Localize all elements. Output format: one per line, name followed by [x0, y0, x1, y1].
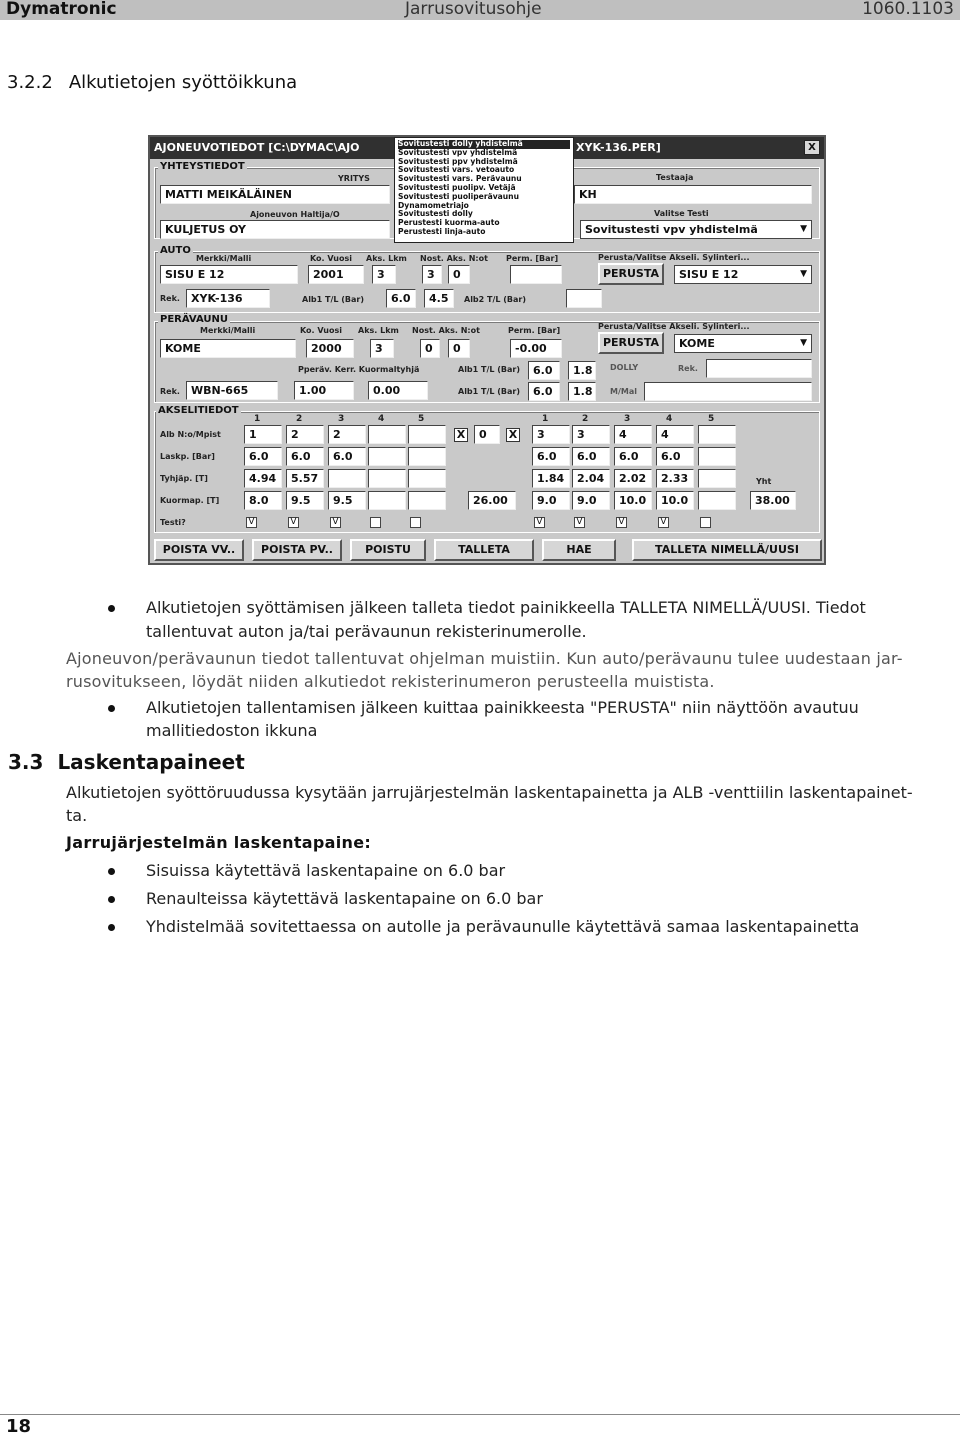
trailer-reg-field[interactable]: WBN-665 [186, 381, 278, 400]
axle-field[interactable]: 0 [474, 425, 500, 444]
test-checkbox[interactable] [700, 517, 711, 528]
test-checkbox[interactable]: V [616, 517, 627, 528]
axle-field[interactable]: 4.94 [244, 469, 282, 488]
axle-field[interactable]: 8.0 [244, 491, 282, 510]
tester-label: Testaaja [656, 173, 694, 182]
dropdown-item[interactable]: Sovitustesti puoliperävaunu [398, 191, 519, 201]
trailer-load-label: Pperäv. Kerr. Kuormaltyhjä [298, 365, 420, 374]
delete-vehicle-button[interactable]: POISTA VV.. [154, 539, 244, 561]
axle-field[interactable]: 1 [244, 425, 282, 444]
test-dropdown-list [394, 137, 574, 243]
axle-col-header: 2 [296, 414, 303, 424]
bullet-text-2b: mallitiedoston ikkuna [146, 721, 318, 740]
axle-field[interactable]: 6.0 [532, 447, 570, 466]
chevron-down-icon: ▼ [800, 269, 807, 279]
axle-field[interactable]: 9.0 [572, 491, 610, 510]
owner-label: Ajoneuvon Haltija/O [250, 210, 340, 219]
test-checkbox[interactable]: V [574, 517, 585, 528]
bullet-text-2a: Alkutietojen tallentamisen jälkeen kuittaa painikkeesta "PERUSTA" niin näyttöön avautuu [146, 698, 859, 717]
company-field[interactable]: MATTI MEIKÄLÄINEN [160, 185, 390, 204]
test-checkbox[interactable] [410, 517, 421, 528]
auto-perm-label: Perm. [Bar] [506, 254, 559, 263]
axle-col-header: 3 [338, 414, 345, 424]
axle-field[interactable]: 6.0 [286, 447, 324, 466]
auto-perusta-button[interactable]: PERUSTA [598, 263, 664, 285]
axle-field[interactable]: 6.0 [244, 447, 282, 466]
auto-reg-field[interactable]: XYK-136 [186, 289, 270, 308]
brand: Dymatronic [6, 0, 117, 19]
bullet-icon [108, 605, 115, 612]
section-3-3-title: Laskentapaineet [57, 750, 245, 774]
test-checkbox[interactable]: V [658, 517, 669, 528]
trailer-lift-field-1[interactable]: 0 [420, 339, 440, 358]
axle-row-label: Alb N:o/Mpist [160, 430, 221, 439]
trailer-axles-label: Aks. Lkm [358, 326, 399, 335]
axle-field[interactable] [368, 491, 406, 510]
trailer-load-field-a[interactable]: 1.00 [294, 381, 354, 400]
trailer-model-select[interactable] [674, 334, 812, 353]
x-checkbox[interactable]: X [454, 428, 468, 442]
auto-alb2-field[interactable] [566, 289, 602, 308]
trailer-year-label: Ko. Vuosi [300, 326, 342, 335]
axle-field[interactable]: 2.33 [656, 469, 694, 488]
auto-lift-field-2[interactable]: 0 [448, 265, 470, 284]
test-checkbox[interactable]: V [246, 517, 257, 528]
axle-field[interactable] [698, 425, 736, 444]
axle-row-label: Laskp. [Bar] [160, 452, 215, 461]
exit-button[interactable]: POISTU [350, 539, 426, 561]
section-3-3-number: 3.3 [8, 750, 44, 774]
axle-field[interactable]: 2.02 [614, 469, 652, 488]
dropdown-item[interactable]: Sovitustesti ppv yhdistelmä [398, 156, 518, 166]
company-label: YRITYS [338, 174, 370, 183]
trailer-reg-label: Rek. [160, 387, 180, 396]
auto-model-select-value: SISU E 12 [679, 268, 739, 281]
axle-field[interactable]: 9.5 [328, 491, 366, 510]
axle-col-header: 4 [378, 414, 385, 424]
axle-field[interactable]: 9.0 [532, 491, 570, 510]
dolly-label: DOLLY [610, 363, 639, 372]
axle-field[interactable]: 1.84 [532, 469, 570, 488]
paragraph-1a: Ajoneuvon/perävaunun tiedot tallentuvat ohjelman muistiin. Kun auto/perävaunu tulee uudestaan jar- [66, 649, 903, 668]
bullet-icon [108, 924, 115, 931]
auto-year-label: Ko. Vuosi [310, 254, 352, 263]
dolly-reg-field[interactable] [706, 359, 812, 378]
auto-alb2-label: Alb2 T/L (Bar) [464, 295, 527, 304]
auto-year-field[interactable]: 2001 [308, 265, 364, 284]
trailer-alb1-field-d[interactable]: 1.8 [568, 382, 596, 401]
axle-field[interactable]: 9.5 [286, 491, 324, 510]
test-select-value: Sovitustesti vpv yhdistelmä [585, 223, 758, 236]
axle-col-header: 2 [582, 414, 589, 424]
page-number: 18 [6, 1416, 32, 1437]
window-title-right: XYK-136.PER] [576, 141, 661, 154]
axle-row-label: Tyhjäp. [T] [160, 474, 208, 483]
axle-col-header: 5 [708, 414, 715, 424]
trailer-year-field[interactable]: 2000 [306, 339, 354, 358]
chevron-down-icon: ▼ [800, 224, 807, 234]
total-field[interactable]: 38.00 [750, 491, 796, 510]
dolly-reg-label: Rek. [678, 364, 698, 373]
fetch-button[interactable]: HAE [542, 539, 616, 561]
auto-make-field[interactable]: SISU E 12 [160, 265, 298, 284]
auto-alb1-label: Alb1 T/L (Bar) [302, 295, 365, 304]
section-heading [7, 72, 297, 93]
section-3-3-heading [8, 750, 245, 774]
dropdown-item[interactable]: Perustesti kuorma-auto [398, 218, 500, 228]
trailer-group-label: PERÄVAUNU [160, 314, 229, 325]
axle-col-header: 1 [542, 414, 549, 424]
dolly-model-label: M/Mal [610, 387, 637, 396]
bullet-icon [108, 705, 115, 712]
dropdown-item[interactable]: Sovitustesti vars. vetoauto [398, 165, 515, 175]
dropdown-item[interactable]: Sovitustesti dolly [398, 209, 473, 219]
axle-col-header: 3 [624, 414, 631, 424]
axle-field[interactable]: 2.04 [572, 469, 610, 488]
axle-col-header: 5 [418, 414, 425, 424]
test-checkbox[interactable]: V [534, 517, 545, 528]
auto-lift-field-1[interactable]: 3 [422, 265, 442, 284]
bullet-icon [108, 896, 115, 903]
auto-axles-label: Aks. Lkm [366, 254, 407, 263]
dolly-model-field[interactable] [644, 382, 812, 401]
axle-field[interactable]: 4 [614, 425, 652, 444]
test-checkbox[interactable] [370, 517, 381, 528]
test-checkbox[interactable]: V [288, 517, 299, 528]
total-label: Yht [756, 477, 772, 486]
axle-field[interactable]: 2 [328, 425, 366, 444]
save-button[interactable]: TALLETA [434, 539, 534, 561]
list-item: Renaulteissa käytettävä laskentapaine on 6.0 bar [146, 889, 543, 908]
subheading: Jarrujärjestelmän laskentapaine: [66, 833, 372, 852]
axle-field[interactable]: 6.0 [614, 447, 652, 466]
auto-perm-field[interactable] [510, 265, 562, 284]
axle-field[interactable] [698, 469, 736, 488]
vehicle-data-window [148, 135, 826, 565]
trailer-load-field-b[interactable]: 0.00 [368, 381, 428, 400]
trailer-lift-field-2[interactable]: 0 [448, 339, 470, 358]
axle-field[interactable]: 6.0 [328, 447, 366, 466]
doc-number: 1060.1103 [862, 0, 954, 19]
save-as-button[interactable]: TALLETA NIMELLÄ/UUSI [632, 539, 822, 561]
axle-field[interactable]: 10.0 [614, 491, 652, 510]
trailer-perm-field[interactable]: -0.00 [510, 339, 562, 358]
auto-reg-label: Rek. [160, 294, 180, 303]
trailer-alb1-label-2: Alb1 T/L (Bar) [458, 387, 521, 396]
axle-field[interactable] [368, 425, 406, 444]
chevron-down-icon: ▼ [800, 338, 807, 348]
delete-trailer-button[interactable]: POISTA PV.. [252, 539, 342, 561]
axle-field[interactable]: 6.0 [572, 447, 610, 466]
list-item: Yhdistelmää sovitettaessa on autolle ja perävaunulle käytettävä samaa laskentapainetta [146, 917, 860, 936]
axle-field[interactable]: 3 [532, 425, 570, 444]
contact-group-label: YHTEYSTIEDOT [160, 161, 245, 172]
dropdown-item[interactable]: Sovitustesti puolipv. Vetäjä [398, 182, 516, 192]
close-button[interactable]: X [804, 140, 820, 155]
trailer-make-label: Merkki/Malli [200, 326, 256, 335]
axle-field[interactable]: 5.57 [286, 469, 324, 488]
dropdown-item[interactable]: Perustesti linja-auto [398, 226, 486, 236]
dropdown-item[interactable]: Sovitustesti dolly yhdistelmä [398, 140, 570, 149]
list-item: Sisuissa käytettävä laskentapaine on 6.0 bar [146, 861, 506, 880]
auto-alb1-field-a[interactable]: 6.0 [386, 289, 416, 308]
trailer-alb1-field-a[interactable]: 6.0 [528, 361, 560, 380]
bullet-text-1: Alkutietojen syöttämisen jälkeen talleta tiedot painikkeella TALLETA NIMELLÄ/UUSI. Tiedot [146, 598, 866, 617]
auto-model-select[interactable] [674, 265, 812, 284]
window-title-left: AJONEUVOTIEDOT [C:\DYMAC\AJO [154, 141, 360, 154]
axle-field[interactable] [408, 447, 446, 466]
test-checkbox[interactable]: V [330, 517, 341, 528]
axle-field[interactable]: 4 [656, 425, 694, 444]
auto-axles-field[interactable]: 3 [372, 265, 396, 284]
axle-field[interactable] [408, 425, 446, 444]
axle-field[interactable] [328, 469, 366, 488]
axle-field[interactable] [408, 469, 446, 488]
trailer-perusta-button[interactable]: PERUSTA [598, 332, 664, 354]
trailer-base-label: Perusta/Valitse Akseli. Sylinteri... [598, 322, 750, 331]
dropdown-item[interactable]: Sovitustesti vars. Perävaunu [398, 174, 522, 184]
trailer-alb1-field-c[interactable]: 6.0 [528, 382, 560, 401]
auto-make-label: Merkki/Malli [196, 254, 252, 263]
axle-field[interactable]: 10.0 [656, 491, 694, 510]
auto-base-label: Perusta/Valitse Akseli. Sylinteri... [598, 253, 750, 262]
paragraph-2b: ta. [66, 806, 88, 825]
axle-row-label: Kuormap. [T] [160, 496, 220, 505]
trailer-lift-label: Nost. Aks. N:ot [412, 326, 480, 335]
axle-field[interactable] [368, 447, 406, 466]
axle-field[interactable] [698, 447, 736, 466]
auto-lift-label: Nost. Aks. N:ot [420, 254, 488, 263]
axle-field[interactable]: 6.0 [656, 447, 694, 466]
load-sum-field[interactable]: 26.00 [468, 491, 516, 510]
axle-field[interactable] [698, 491, 736, 510]
trailer-alb1-field-b[interactable]: 1.8 [568, 361, 596, 380]
axle-row-label: Testi? [160, 518, 186, 527]
section-title: Alkutietojen syöttöikkuna [68, 72, 298, 93]
trailer-model-select-value: KOME [679, 337, 715, 350]
trailer-axles-field[interactable]: 3 [370, 339, 394, 358]
axle-col-header: 1 [254, 414, 261, 424]
paragraph-1b: rusovitukseen, löydät niiden alkutiedot rekisterinumeron perusteella muistista. [66, 672, 715, 691]
trailer-alb1-label: Alb1 T/L (Bar) [458, 365, 521, 374]
page-header [0, 0, 960, 20]
section-number: 3.2.2 [7, 72, 53, 93]
axle-field[interactable]: 2 [286, 425, 324, 444]
bullet-text-1b: tallentuvat auton ja/tai perävaunun rekisterinumerolle. [146, 622, 587, 641]
auto-group-label: AUTO [160, 245, 191, 256]
x-checkbox[interactable]: X [506, 428, 520, 442]
page-footer [0, 1414, 960, 1437]
auto-alb1-field-b[interactable]: 4.5 [424, 289, 454, 308]
dropdown-item[interactable]: Sovitustesti vpv yhdistelmä [398, 147, 518, 157]
test-select[interactable] [580, 220, 812, 239]
tester-field[interactable]: KH [574, 185, 812, 204]
test-select-label: Valitse Testi [654, 209, 709, 218]
axle-field[interactable]: 3 [572, 425, 610, 444]
dropdown-item[interactable]: Dynamometriajo [398, 200, 469, 210]
trailer-perm-label: Perm. [Bar] [508, 326, 561, 335]
trailer-make-field[interactable]: KOME [160, 339, 296, 358]
axle-col-header: 4 [666, 414, 673, 424]
axle-group-label: AKSELITIEDOT [158, 405, 239, 416]
doc-title: Jarrusovitusohje [405, 0, 542, 19]
axle-field[interactable] [368, 469, 406, 488]
bullet-icon [108, 868, 115, 875]
owner-field[interactable]: KULJETUS OY [160, 220, 390, 239]
axle-field[interactable] [408, 491, 446, 510]
paragraph-2a: Alkutietojen syöttöruudussa kysytään jarrujärjestelmän laskentapainetta ja ALB -venttiilin laskentapainet- [66, 783, 913, 802]
